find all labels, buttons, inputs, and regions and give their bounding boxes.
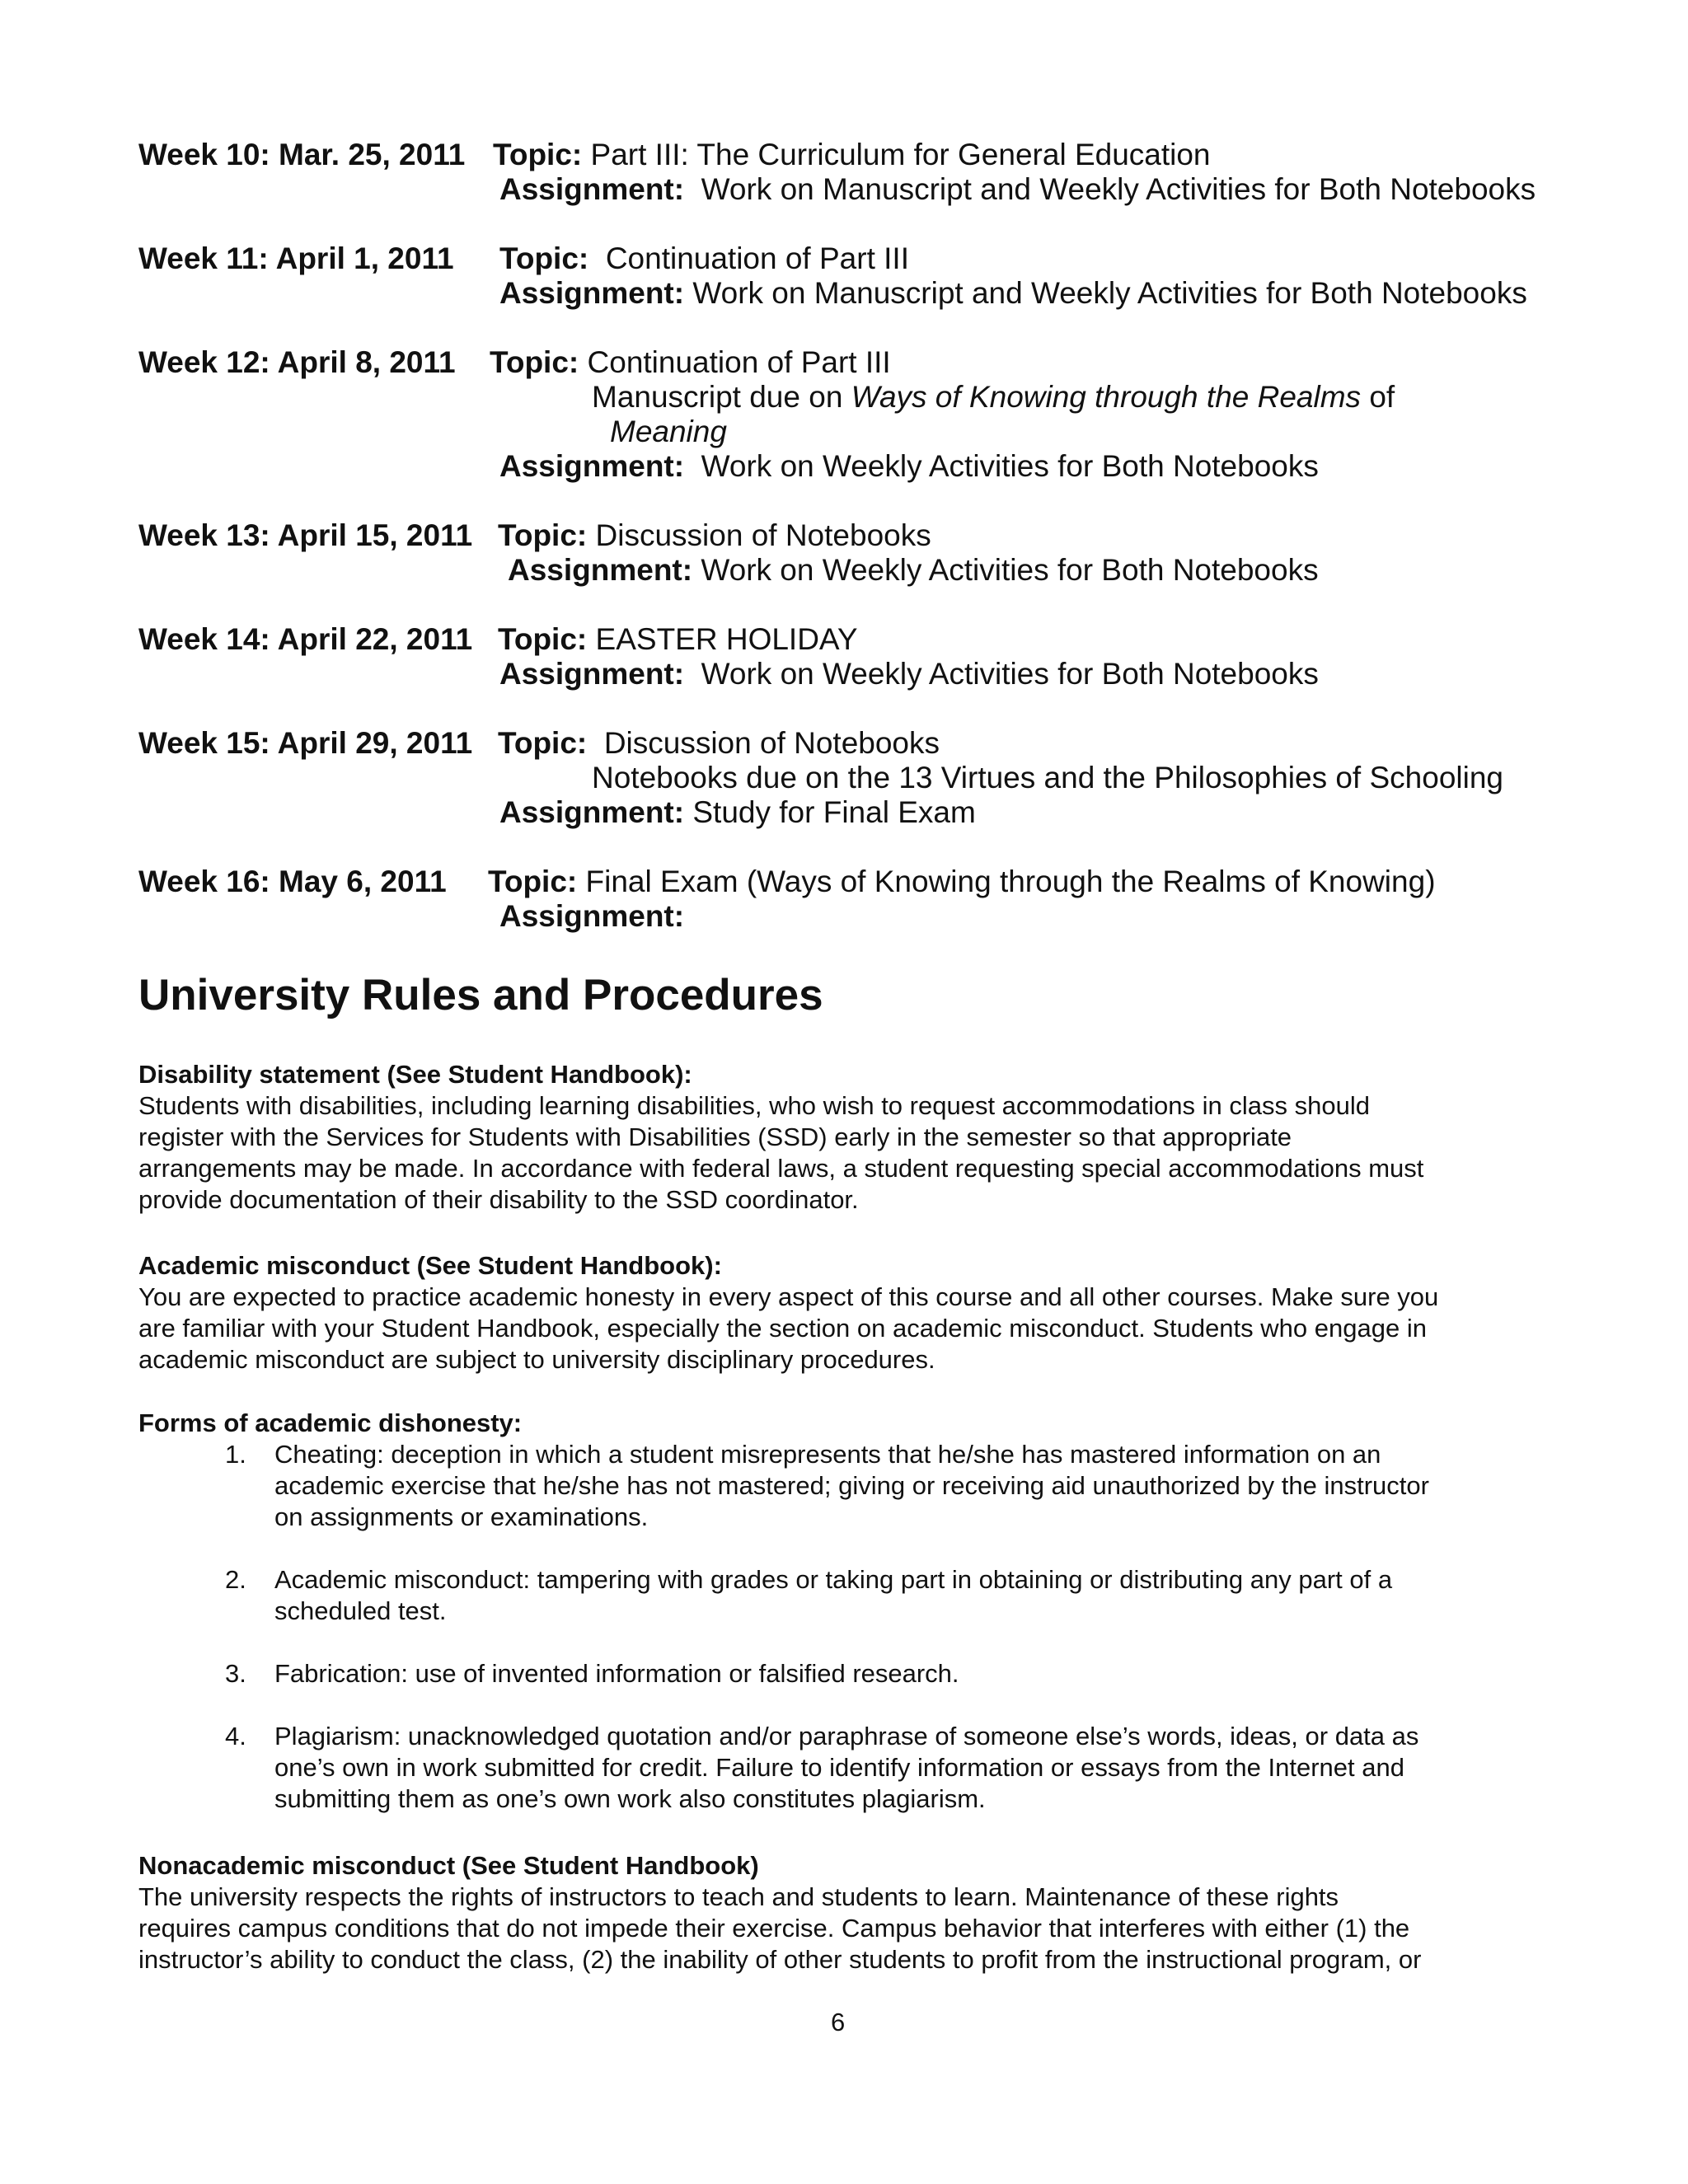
list-item-line: Cheating: deception in which a student misrepresents that he/she has mastered information on an (274, 1440, 1381, 1469)
week-assignment (499, 276, 1527, 311)
topic-extra-text: Manuscript due on (592, 380, 851, 414)
paragraph-line: provide documentation of their disability to the SSD coordinator. (138, 1185, 859, 1214)
week-topic (499, 241, 909, 276)
topic-extra-text: of (1361, 380, 1395, 414)
topic-label: Topic: (498, 622, 588, 656)
topic-label: Topic: (499, 241, 589, 275)
list-item-line: Fabrication: use of invented information or falsified research. (274, 1659, 959, 1688)
week-topic (493, 138, 1211, 172)
paragraph-line: are familiar with your Student Handbook, especially the section on academic misconduct. Students who engage in (138, 1314, 1427, 1343)
week-assignment (499, 795, 976, 830)
paragraph-line: requires campus conditions that do not impede their exercise. Campus behavior that interferes with either (1) the (138, 1914, 1410, 1943)
list-item-line: one’s own in work submitted for credit. Failure to identify information or essays from the Internet and (274, 1753, 1404, 1782)
nonacademic-heading: Nonacademic misconduct (See Student Handbook) (138, 1851, 759, 1880)
assignment-label: Assignment: (499, 449, 685, 483)
list-number: 4. (225, 1722, 246, 1750)
topic-label: Topic: (490, 345, 579, 379)
week-assignment (499, 449, 1319, 484)
list-item-line: scheduled test. (274, 1596, 447, 1625)
week-label: Week 16: May 6, 2011 (138, 865, 447, 898)
week-topic (488, 865, 1436, 899)
assignment-text: Work on Manuscript and Weekly Activities for Both Notebooks (692, 276, 1527, 310)
assignment-text: Work on Weekly Activities for Both Notebooks (701, 657, 1319, 691)
week-topic (498, 726, 940, 761)
assignment-label: Assignment: (499, 657, 685, 691)
list-item-line: academic exercise that he/she has not mastered; giving or receiving aid unauthorized by the instructor (274, 1471, 1429, 1500)
week-topic-extra: Notebooks due on the 13 Virtues and the Philosophies of Schooling (592, 761, 1503, 794)
week-topic (498, 622, 858, 657)
paragraph-line: Students with disabilities, including learning disabilities, who wish to request accommodations in class should (138, 1091, 1370, 1120)
assignment-label: Assignment: (499, 172, 685, 206)
book-title: Ways of Knowing through the Realms (851, 380, 1362, 414)
assignment-label: Assignment: (499, 795, 685, 829)
academic-misconduct-heading: Academic misconduct (See Student Handbook): (138, 1251, 722, 1280)
topic-text: Discussion of Notebooks (603, 726, 940, 760)
topic-label: Topic: (498, 726, 588, 760)
assignment-label: Assignment: (499, 276, 685, 310)
week-label: Week 15: April 29, 2011 (138, 726, 473, 760)
week-label: Week 11: April 1, 2011 (138, 241, 454, 275)
week-assignment (499, 899, 684, 934)
list-item-line: on assignments or examinations. (274, 1502, 649, 1531)
list-item-line: submitting them as one’s own work also constitutes plagiarism. (274, 1784, 986, 1813)
paragraph-line: register with the Services for Students with Disabilities (SSD) early in the semester so that appropriate (138, 1122, 1292, 1151)
paragraph-line: academic misconduct are subject to university disciplinary procedures. (138, 1345, 935, 1374)
topic-label: Topic: (488, 865, 578, 898)
page-number: 6 (831, 2008, 846, 2036)
week-label: Week 10: Mar. 25, 2011 (138, 138, 466, 171)
topic-text: Continuation of Part III (605, 241, 909, 275)
paragraph-line: instructor’s ability to conduct the class, (2) the inability of other students to profit from the instructional program, or (138, 1945, 1422, 1974)
paragraph-line: You are expected to practice academic honesty in every aspect of this course and all other courses. Make sure you (138, 1282, 1439, 1311)
disability-heading: Disability statement (See Student Handbook): (138, 1060, 692, 1089)
book-title-continued: Meaning (610, 415, 727, 448)
topic-text: Discussion of Notebooks (595, 518, 931, 552)
paragraph-line: The university respects the rights of instructors to teach and students to learn. Maintenance of these rights (138, 1882, 1339, 1911)
list-item-line: Academic misconduct: tampering with grades or taking part in obtaining or distributing any part of a (274, 1565, 1393, 1594)
assignment-text: Work on Weekly Activities for Both Notebooks (701, 553, 1319, 587)
week-assignment (508, 553, 1319, 588)
week-topic (490, 345, 891, 380)
section-heading: University Rules and Procedures (138, 971, 823, 1019)
assignment-text: Work on Weekly Activities for Both Notebooks (701, 449, 1319, 483)
topic-label: Topic: (493, 138, 583, 171)
week-topic-extra (592, 380, 1395, 415)
assignment-text: Work on Manuscript and Weekly Activities for Both Notebooks (701, 172, 1536, 206)
list-number: 3. (225, 1659, 246, 1688)
assignment-label: Assignment: (508, 553, 693, 587)
topic-text: EASTER HOLIDAY (595, 622, 858, 656)
week-topic (498, 518, 931, 553)
week-label: Week 13: April 15, 2011 (138, 518, 473, 552)
paragraph-line: arrangements may be made. In accordance with federal laws, a student requesting special accommodations must (138, 1154, 1424, 1183)
dishonesty-heading: Forms of academic dishonesty: (138, 1408, 523, 1437)
week-assignment (499, 657, 1319, 691)
week-assignment (499, 172, 1536, 207)
week-label: Week 12: April 8, 2011 (138, 345, 456, 379)
list-number: 1. (225, 1440, 246, 1469)
topic-text: Part III: The Curriculum for General Education (590, 138, 1211, 171)
assignment-label: Assignment: (499, 899, 685, 933)
topic-text: Continuation of Part III (587, 345, 891, 379)
list-number: 2. (225, 1565, 246, 1594)
week-label: Week 14: April 22, 2011 (138, 622, 473, 656)
topic-text: Final Exam (Ways of Knowing through the Realms of Knowing) (585, 865, 1436, 898)
topic-label: Topic: (498, 518, 588, 552)
list-item-line: Plagiarism: unacknowledged quotation and/or paraphrase of someone else’s words, ideas, or data as (274, 1722, 1419, 1750)
assignment-text: Study for Final Exam (692, 795, 976, 829)
